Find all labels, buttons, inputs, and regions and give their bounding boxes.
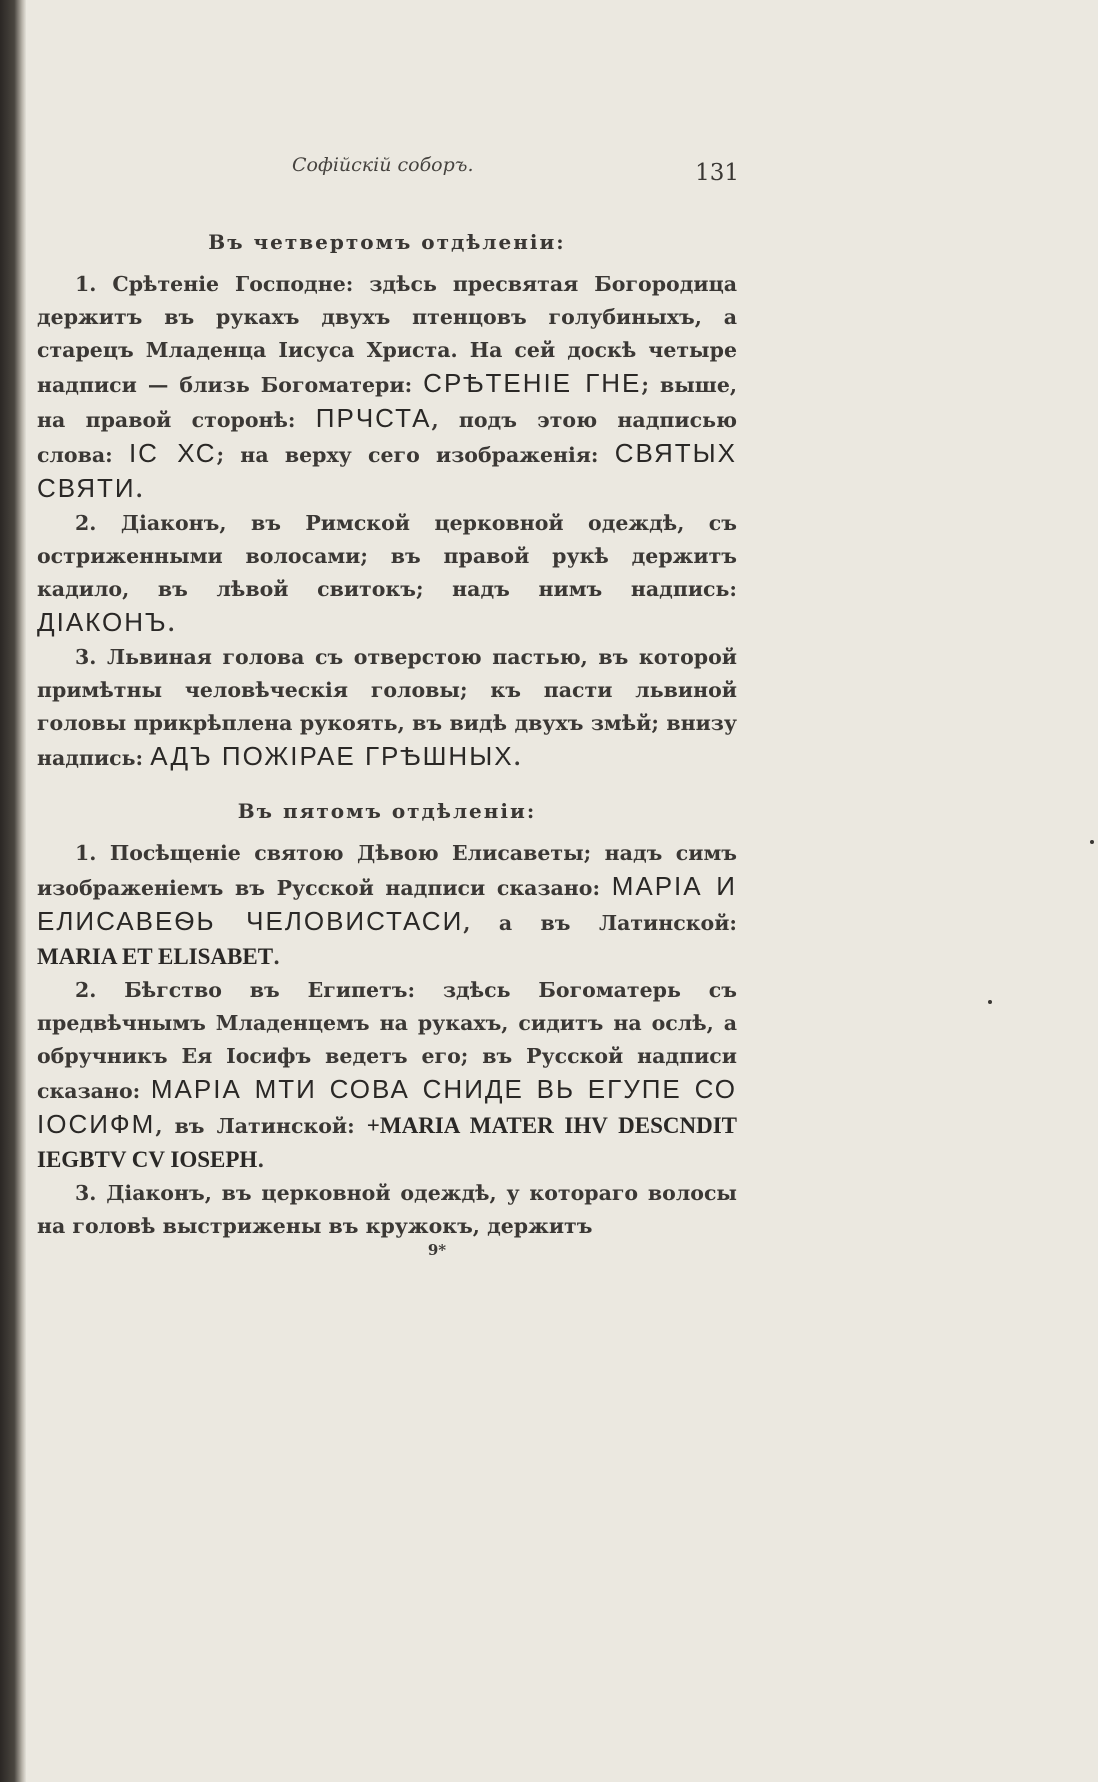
text-run: , въ Латинской:	[155, 1114, 367, 1138]
text-run: 3. Діаконъ, въ церковной одеждѣ, у котораго волосы на головѣ выстрижены въ кружокъ, держитъ	[37, 1181, 737, 1238]
paragraph-item	[37, 837, 737, 974]
text-run: 2. Бѣгство въ Египетъ: здѣсь Богоматерь съ предвѣчнымъ Младенцемъ на рукахъ, сидитъ на ослѣ, а обручникъ Ея Іосифъ ведетъ его; въ Русской надписи сказано:	[37, 978, 737, 1103]
text-run: .	[513, 746, 521, 770]
latin-inscription: MARIA ET ELISABET	[37, 944, 274, 969]
text-run: .	[273, 945, 281, 969]
text-run: 1. Посѣщеніе святою Дѣвою Елисаветы; надъ симъ изображеніемъ въ Русской надписи сказано:	[37, 841, 737, 900]
paragraph-item	[37, 268, 737, 507]
paragraph-item	[37, 974, 737, 1177]
text-run: , подъ этою надписью слова:	[37, 408, 737, 467]
latin-inscription: +MARIA MATER IHV DESCNDIT IEGBTV CV IOSEPH	[37, 1113, 737, 1172]
signature-mark: 9*	[427, 1241, 447, 1259]
slavonic-inscription: ПРЧСТА	[315, 403, 432, 433]
text-run: 3. Львиная голова съ отверстою пастью, въ которой примѣтны человѣческія головы; къ пасти львиной головы прикрѣплена рукоять, въ видѣ двухъ змѣй; внизу надпись:	[37, 645, 737, 770]
speck	[988, 1000, 992, 1004]
page-content	[37, 148, 737, 1259]
slavonic-inscription: СВЯТЫХ СВЯТИ	[37, 438, 738, 503]
running-head	[37, 148, 737, 192]
text-run: ; выше, на правой сторонѣ:	[37, 373, 738, 432]
slavonic-inscription: АДЪ ПОЖІРАЕ ГРѢШНЫХ	[150, 741, 514, 771]
text-run: ; на верху сего изображенія:	[216, 443, 615, 467]
section-heading: Въ пятомъ отдѣленіи:	[237, 799, 537, 823]
slavonic-inscription: ДІАКОНЪ	[37, 607, 168, 637]
book-spine-shadow	[0, 0, 26, 1782]
text-run: 2. Діаконъ, въ Римской церковной одеждѣ, съ остриженными волосами; въ правой рукѣ держитъ кадило, въ лѣвой свитокъ; надъ нимъ надпись:	[37, 511, 737, 601]
running-title: Софійскій соборъ.	[292, 154, 474, 176]
slavonic-inscription: СРѢТЕНІЕ ГНЕ	[423, 368, 642, 398]
paragraph-item	[37, 507, 737, 641]
text-run: .	[167, 612, 175, 636]
text-run: , а въ Латинской:	[463, 911, 738, 935]
speck	[1090, 840, 1094, 844]
slavonic-inscription: МАРІА МТИ СОВА СНИДЕ ВЬ ЕГУПЕ СО ІОСИФМ	[37, 1074, 737, 1139]
page-number: 131	[695, 160, 739, 186]
section-heading: Въ четвертомъ отдѣленіи:	[208, 230, 566, 254]
paragraph-item	[37, 641, 737, 775]
slavonic-inscription: МАРІА И ЕЛИСАВЕѲЬ ЧЕЛОВИСТАСИ	[37, 871, 737, 936]
paragraph-item	[37, 1177, 737, 1243]
text-run: .	[257, 1148, 265, 1172]
text-run: .	[135, 478, 143, 502]
text-run: 1. Срѣтеніе Господне: здѣсь пресвятая Богородица держитъ въ рукахъ двухъ птенцовъ голубиныхъ, а старецъ Младенца Іисуса Христа. На сей доскѣ четыре надписи — близь Богоматери:	[37, 272, 737, 397]
slavonic-inscription: ІС ХС	[128, 438, 217, 468]
